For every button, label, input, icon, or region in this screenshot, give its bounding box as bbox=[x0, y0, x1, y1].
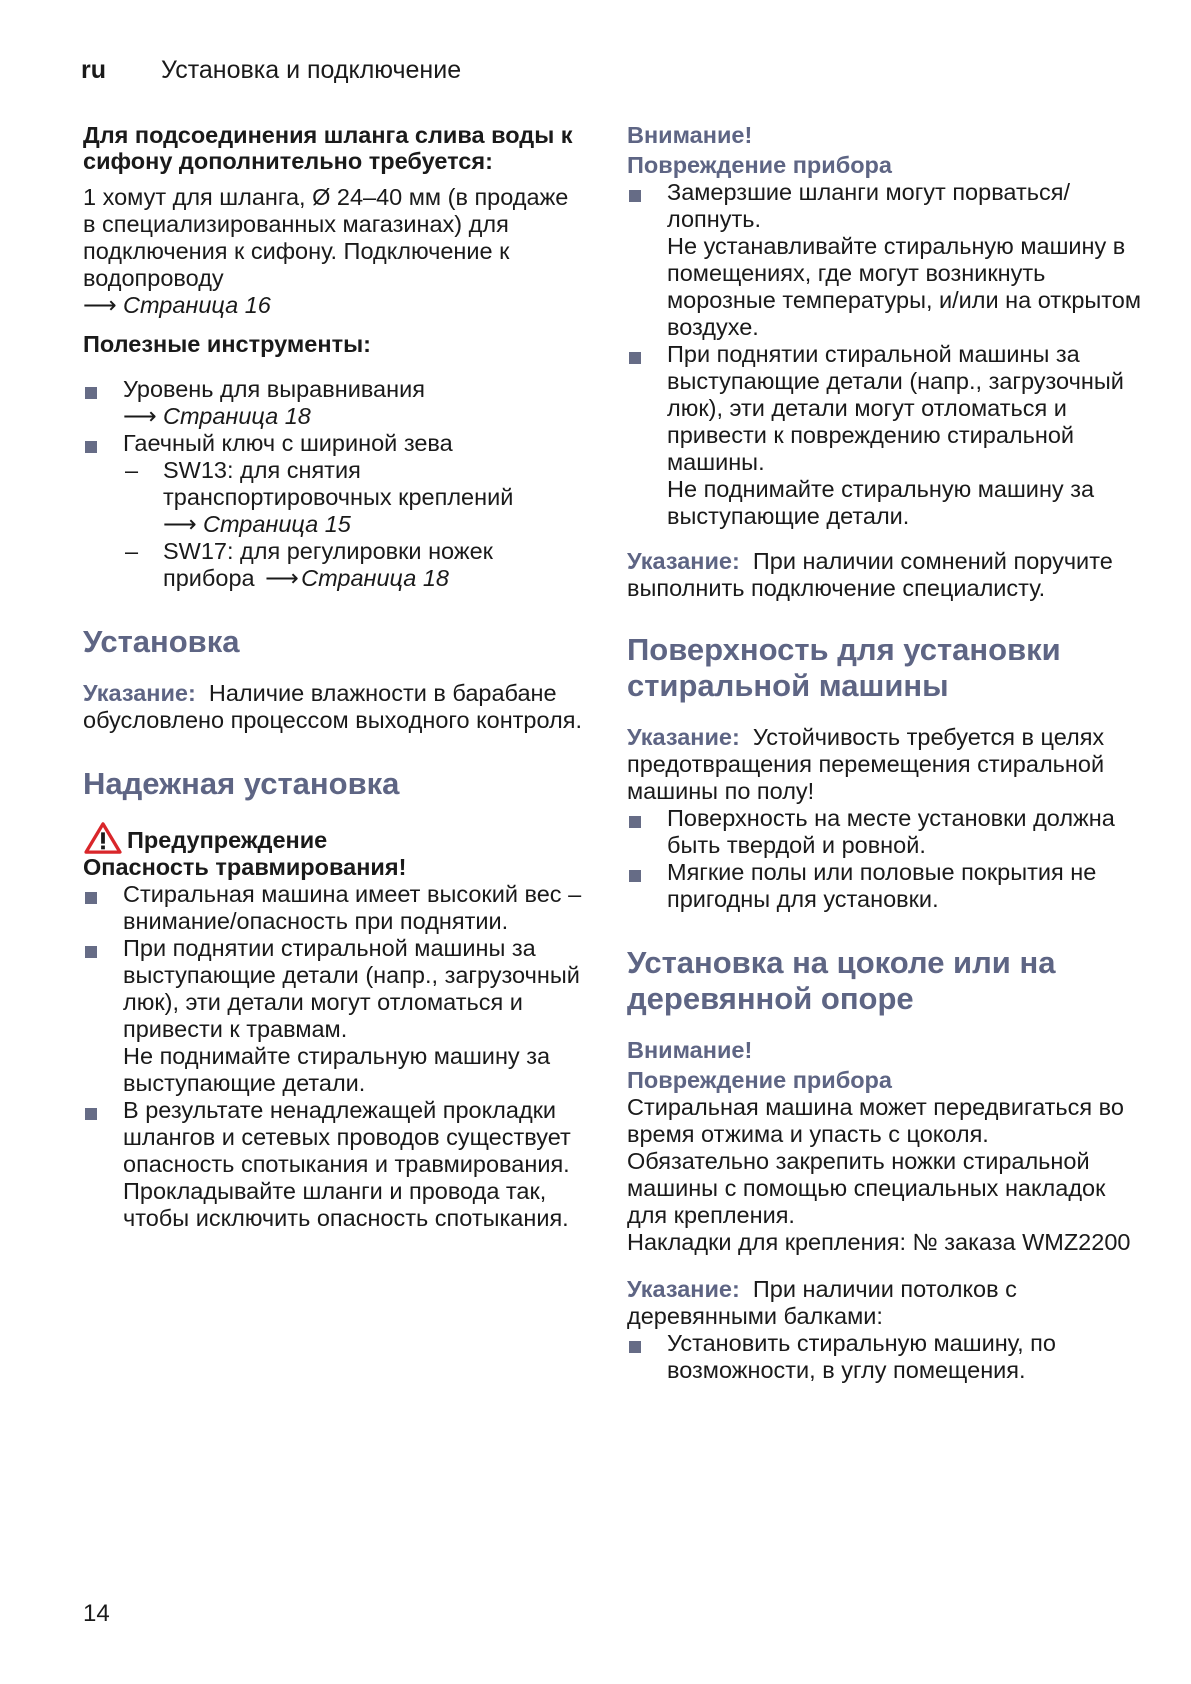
damage-label: Повреждение прибора bbox=[627, 152, 892, 178]
language-code: ru bbox=[81, 56, 106, 84]
chapter-title: Установка и подключение bbox=[161, 56, 462, 84]
plinth-text-3: Накладки для крепления: № заказа WMZ2200 bbox=[627, 1229, 1131, 1255]
list-item: Поверхность на месте установки должна быть твердой и ровной. bbox=[627, 805, 1147, 859]
install-note: Указание: Наличие влажности в барабане обусловлено процессом выходного контроля. bbox=[83, 680, 583, 733]
list-item: Мягкие полы или половые покрытия не пригодны для установки. bbox=[627, 859, 1147, 913]
arrow-icon: ⟶ bbox=[83, 292, 117, 318]
siphon-page-ref[interactable]: Страница 16 bbox=[123, 292, 271, 318]
siphon-text: 1 хомут для шланга, Ø 24–40 мм (в продаже в специализированных магазинах) для подключения к сифону. Подключение к водопроводу bbox=[83, 184, 569, 291]
list-item: Уровень для выравнивания ⟶ Страница 18 bbox=[83, 376, 583, 430]
list-item: При поднятии стиральной машины за выступающие детали (напр., загрузочный люк), эти детали могут отломаться и привести к повреждению стиральной машины. Не поднимайте стиральную машину за выступающие детали. bbox=[627, 341, 1147, 530]
caution-label: Внимание! bbox=[627, 122, 753, 148]
warning-subtitle: Опасность травмирования! bbox=[83, 854, 407, 880]
list-item: При поднятии стиральной машины за выступающие детали (напр., загрузочный люк), эти детали могут отломаться и привести к травмам. Не поднимайте стиральную машину за выступающие детали. bbox=[83, 935, 583, 1097]
list-item: Гаечный ключ с шириной зева – SW13: для снятия транспортировочных креплений ⟶ Страница 15 – SW17: для регулировки ножек прибора ⟶Страница 18 bbox=[83, 430, 583, 592]
page-number: 14 bbox=[83, 1600, 110, 1627]
warning-title: Предупреждение bbox=[83, 822, 583, 854]
plinth-heading: Установка на цоколе или на деревянной опоре bbox=[627, 945, 1056, 1016]
plinth-text-1: Стиральная машина может передвигаться во время отжима и упасть с цоколя. bbox=[627, 1094, 1124, 1147]
arrow-icon: ⟶ bbox=[265, 565, 299, 591]
warning-icon bbox=[83, 822, 123, 854]
arrow-icon: ⟶ bbox=[163, 511, 197, 537]
tool1-page-ref[interactable]: Страница 18 bbox=[163, 403, 311, 429]
plinth-text-2: Обязательно закрепить ножки стиральной машины с помощью специальных накладок для крепления. bbox=[627, 1148, 1106, 1228]
note-paragraph: Указание: При наличии потолков с деревянными балками: bbox=[627, 1276, 1017, 1329]
list-item: Стиральная машина имеет высокий вес – внимание/опасность при поднятии. bbox=[83, 881, 583, 935]
note-label: Указание: bbox=[627, 724, 740, 750]
list-item: – SW17: для регулировки ножек прибора ⟶Страница 18 bbox=[123, 538, 583, 592]
sub1-page-ref[interactable]: Страница 15 bbox=[203, 511, 351, 537]
surface-heading: Поверхность для установки стиральной машины bbox=[627, 632, 1061, 703]
list-item: Установить стиральную машину, по возможности, в углу помещения. bbox=[627, 1330, 1147, 1384]
surface-note: Указание: Устойчивость требуется в целях предотвращения перемещения стиральной машины по полу! bbox=[627, 724, 1105, 804]
right-column bbox=[627, 122, 1147, 1384]
caution-list bbox=[627, 179, 1147, 530]
tools-heading: Полезные инструменты: bbox=[83, 331, 371, 357]
page-header bbox=[81, 56, 461, 85]
safe-install-heading: Надежная установка bbox=[83, 766, 400, 801]
install-heading: Установка bbox=[83, 624, 240, 659]
caution-label: Внимание! bbox=[627, 1037, 753, 1063]
beam-list bbox=[627, 1330, 1147, 1384]
tools-list bbox=[83, 376, 583, 592]
siphon-heading: Для подсоединения шланга слива воды к сифону дополнительно требуется: bbox=[83, 122, 573, 174]
left-column bbox=[83, 122, 583, 1232]
list-item: – SW13: для снятия транспортировочных креплений ⟶ Страница 15 bbox=[123, 457, 583, 538]
sub2-page-ref[interactable]: Страница 18 bbox=[301, 565, 449, 591]
wrench-sizes-list bbox=[123, 457, 583, 592]
note-label: Указание: bbox=[627, 1276, 740, 1302]
surface-list bbox=[627, 805, 1147, 913]
list-item: Замерзшие шланги могут порваться/лопнуть. Не устанавливайте стиральную машину в помещениях, где могут возникнуть морозные температуры, и/или на открытом воздухе. bbox=[627, 179, 1147, 341]
note-label: Указание: bbox=[627, 548, 740, 574]
warning-list bbox=[83, 881, 583, 1232]
siphon-text-block bbox=[83, 184, 583, 319]
note-paragraph: Указание: При наличии сомнений поручите выполнить подключение специалисту. bbox=[627, 548, 1113, 601]
list-item: В результате ненадлежащей прокладки шлангов и сетевых проводов существует опасность спотыкания и травмирования. Прокладывайте шланги и провода так, чтобы исключить опасность спотыкания. bbox=[83, 1097, 583, 1232]
damage-label: Повреждение прибора bbox=[627, 1067, 892, 1093]
note-label: Указание: bbox=[83, 680, 196, 706]
arrow-icon: ⟶ bbox=[123, 403, 157, 429]
